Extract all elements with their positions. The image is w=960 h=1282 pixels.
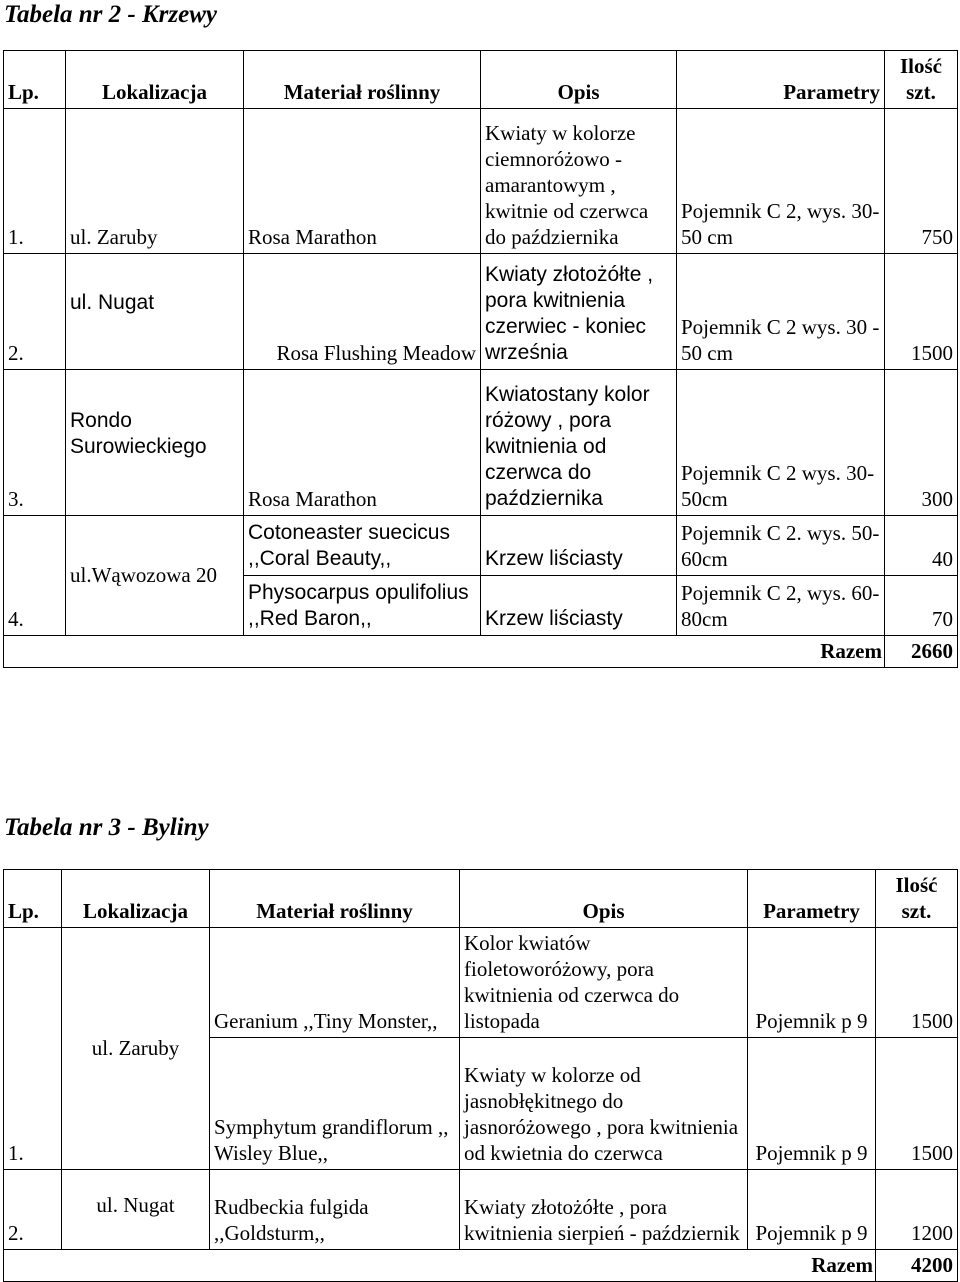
table-row [4, 1170, 958, 1250]
cell-ilosc: 40 [885, 516, 958, 576]
cell-parametry: Pojemnik C 2. wys. 50-60cm [677, 516, 885, 576]
cell-ilosc: 1500 [885, 254, 958, 370]
header-lp: Lp. [4, 51, 66, 109]
cell-lokalizacja: Rondo Surowieckiego [66, 370, 244, 516]
cell-parametry: Pojemnik C 2, wys. 30-50 cm [677, 109, 885, 254]
cell-ilosc: 300 [885, 370, 958, 516]
cell-opis: Kwiatostany kolor różowy , pora kwitnienia od czerwca do października [481, 370, 677, 516]
cell-material: Rosa Marathon [244, 109, 481, 254]
total-label: Razem [4, 636, 885, 668]
cell-opis: Krzew liściasty [481, 516, 677, 576]
cell-parametry: Pojemnik p 9 [748, 928, 876, 1038]
cell-ilosc: 750 [885, 109, 958, 254]
table-row [4, 109, 958, 254]
cell-material: Cotoneaster suecicus ,,Coral Beauty,, [244, 516, 481, 576]
table3-title: Tabela nr 3 - Byliny [4, 814, 209, 841]
cell-lp: 2. [4, 254, 66, 370]
header-ilosc: Ilość szt. [876, 870, 958, 928]
cell-parametry: Pojemnik C 2, wys. 60-80cm [677, 576, 885, 636]
cell-parametry: Pojemnik C 2 wys. 30-50cm [677, 370, 885, 516]
total-value: 4200 [876, 1250, 958, 1282]
table-header-row [4, 870, 958, 928]
cell-ilosc: 1500 [876, 1038, 958, 1170]
table-row [4, 928, 958, 1038]
header-material: Materiał roślinny [244, 51, 481, 109]
cell-ilosc: 1200 [876, 1170, 958, 1250]
cell-material: Rudbeckia fulgida ,,Goldsturm,, [210, 1170, 460, 1250]
cell-opis: Kwiaty złotożółte , pora kwitnienia sierpień - październik [460, 1170, 748, 1250]
total-value: 2660 [885, 636, 958, 668]
cell-parametry: Pojemnik C 2 wys. 30 - 50 cm [677, 254, 885, 370]
cell-lp: 1. [4, 109, 66, 254]
cell-opis: Kwiaty w kolorze ciemnoróżowo - amarantowym , kwitnie od czerwca do października [481, 109, 677, 254]
cell-material: Physocarpus opulifolius ,,Red Baron,, [244, 576, 481, 636]
cell-opis: Krzew liściasty [481, 576, 677, 636]
cell-lokalizacja: ul. Zaruby [66, 109, 244, 254]
header-ilosc: Ilość szt. [885, 51, 958, 109]
header-material: Materiał roślinny [210, 870, 460, 928]
cell-lp: 3. [4, 370, 66, 516]
header-opis: Opis [481, 51, 677, 109]
cell-lp: 4. [4, 516, 66, 636]
header-parametry: Parametry [748, 870, 876, 928]
cell-opis: Kolor kwiatów fioletoworóżowy, pora kwitnienia od czerwca do listopada [460, 928, 748, 1038]
cell-ilosc: 1500 [876, 928, 958, 1038]
header-lokalizacja: Lokalizacja [66, 51, 244, 109]
cell-parametry: Pojemnik p 9 [748, 1038, 876, 1170]
cell-lokalizacja: ul. Zaruby [62, 928, 210, 1170]
header-opis: Opis [460, 870, 748, 928]
cell-opis: Kwiaty w kolorze od jasnobłękitnego do jasnoróżowego , pora kwitnienia od kwietnia do czerwca [460, 1038, 748, 1170]
header-lp: Lp. [4, 870, 62, 928]
cell-material: Rosa Flushing Meadow [244, 254, 481, 370]
table-header-row [4, 51, 958, 109]
table-row [4, 254, 958, 370]
header-lokalizacja: Lokalizacja [62, 870, 210, 928]
perennials-table [3, 869, 958, 1282]
table2-title: Tabela nr 2 - Krzewy [4, 1, 217, 28]
cell-lokalizacja: ul.Wąwozowa 20 [66, 516, 244, 636]
cell-lp: 2. [4, 1170, 62, 1250]
cell-lp: 1. [4, 928, 62, 1170]
cell-ilosc: 70 [885, 576, 958, 636]
cell-lokalizacja: ul. Nugat [66, 254, 244, 370]
total-row [4, 1250, 958, 1282]
shrubs-table [3, 50, 958, 668]
cell-opis: Kwiaty złotożółte , pora kwitnienia czerwiec - koniec września [481, 254, 677, 370]
cell-lokalizacja: ul. Nugat [62, 1170, 210, 1250]
cell-material: Symphytum grandiflorum ,, Wisley Blue,, [210, 1038, 460, 1170]
cell-material: Rosa Marathon [244, 370, 481, 516]
header-parametry: Parametry [677, 51, 885, 109]
cell-material: Geranium ,,Tiny Monster,, [210, 928, 460, 1038]
table-row [4, 516, 958, 576]
cell-parametry: Pojemnik p 9 [748, 1170, 876, 1250]
total-label: Razem [4, 1250, 876, 1282]
total-row [4, 636, 958, 668]
table-row [4, 370, 958, 516]
